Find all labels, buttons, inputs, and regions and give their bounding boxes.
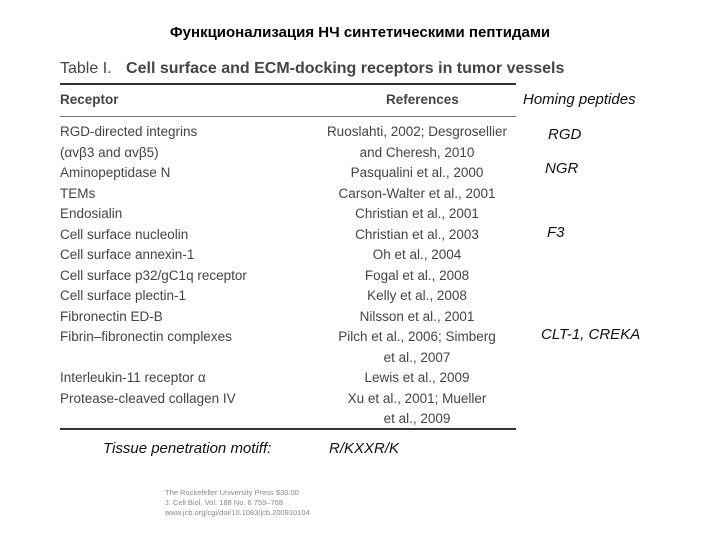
receptor-cell: Endosialin — [60, 206, 123, 221]
rgd-label: RGD — [548, 126, 582, 143]
receptor-cell: Cell surface annexin-1 — [60, 247, 195, 262]
clt-creka-label: CLT-1, CREKA — [541, 326, 641, 343]
table-row — [60, 389, 516, 410]
table-caption-text: Cell surface and ECM-docking receptors in tumor vessels — [126, 60, 565, 77]
motif-value: R/KXXR/K — [329, 440, 400, 457]
receptor-cell: (αvβ3 and αvβ5) — [60, 144, 159, 160]
reference-cell: et al., 2009 — [383, 411, 451, 426]
reference-cell: Oh et al., 2004 — [372, 247, 462, 262]
reference-cell: et al., 2007 — [383, 349, 451, 365]
receptor-cell: Cell surface plectin-1 — [60, 288, 187, 303]
footer-line: J. Cell Biol. Vol. 188 No. 6 759–768 — [165, 498, 283, 507]
references-column-header: References — [386, 92, 459, 107]
reference-cell: Christian et al., 2003 — [355, 226, 479, 242]
table-row — [60, 122, 516, 143]
table-row — [60, 307, 516, 328]
table-row — [60, 225, 516, 246]
receptor-cell: Cell surface nucleolin — [60, 226, 189, 242]
homing-peptides-label: Homing peptides — [523, 91, 636, 108]
reference-cell: Lewis et al., 2009 — [364, 370, 470, 385]
reference-cell: Carson-Walter et al., 2001 — [338, 185, 496, 201]
footer-line: www.jcb.org/cgi/doi/10.1083/jcb.200910104 — [165, 508, 310, 517]
receptor-cell: Aminopeptidase N — [60, 165, 171, 180]
reference-cell: Ruoslahti, 2002; Desgrosellier — [326, 124, 508, 139]
table-row — [60, 327, 516, 348]
table-row — [60, 409, 516, 430]
table-row — [60, 348, 516, 369]
receptor-cell: Interleukin-11 receptor α — [60, 370, 206, 385]
table-row — [60, 184, 516, 205]
reference-cell: Pasqualini et al., 2000 — [350, 165, 484, 180]
table-top-rule — [60, 83, 516, 85]
reference-cell: Xu et al., 2001; Mueller — [347, 390, 487, 406]
motif-label: Tissue penetration motiff: — [103, 440, 272, 457]
table-row — [60, 286, 516, 307]
table-row — [60, 204, 516, 225]
table-bottom-rule — [60, 428, 516, 430]
table-body — [60, 122, 516, 430]
reference-cell: Fogal et al., 2008 — [364, 267, 470, 283]
receptor-cell — [60, 409, 318, 430]
receptor-cell: Fibrin–fibronectin complexes — [60, 329, 232, 344]
slide-title: Функционализация НЧ синтетическими пептидами — [169, 24, 551, 41]
header-rule — [60, 116, 516, 117]
receptor-cell: Fibronectin ED-B — [60, 308, 163, 324]
receptor-column-header: Receptor — [60, 92, 119, 107]
reference-cell: Nilsson et al., 2001 — [359, 308, 475, 324]
reference-cell: Christian et al., 2001 — [355, 206, 479, 221]
table-caption — [60, 60, 564, 78]
reference-cell: Kelly et al., 2008 — [367, 288, 467, 303]
receptor-cell: Protease-cleaved collagen IV — [60, 390, 236, 406]
table-row — [60, 163, 516, 184]
receptor-cell: TEMs — [60, 185, 96, 201]
reference-cell: and Cheresh, 2010 — [359, 144, 475, 160]
table-row — [60, 266, 516, 287]
table-row — [60, 245, 516, 266]
ngr-label: NGR — [545, 160, 579, 177]
journal-footer — [165, 488, 310, 518]
receptor-cell — [60, 348, 318, 369]
table-row — [60, 143, 516, 164]
table-row — [60, 368, 516, 389]
f3-label: F3 — [547, 224, 565, 241]
reference-cell: Pilch et al., 2006; Simberg — [338, 329, 496, 344]
receptor-cell: Cell surface p32/gC1q receptor — [60, 267, 247, 283]
table-number: Table I. — [60, 60, 112, 77]
footer-line: The Rockefeller University Press $30.00 — [165, 488, 299, 497]
receptor-cell: RGD-directed integrins — [60, 124, 198, 139]
